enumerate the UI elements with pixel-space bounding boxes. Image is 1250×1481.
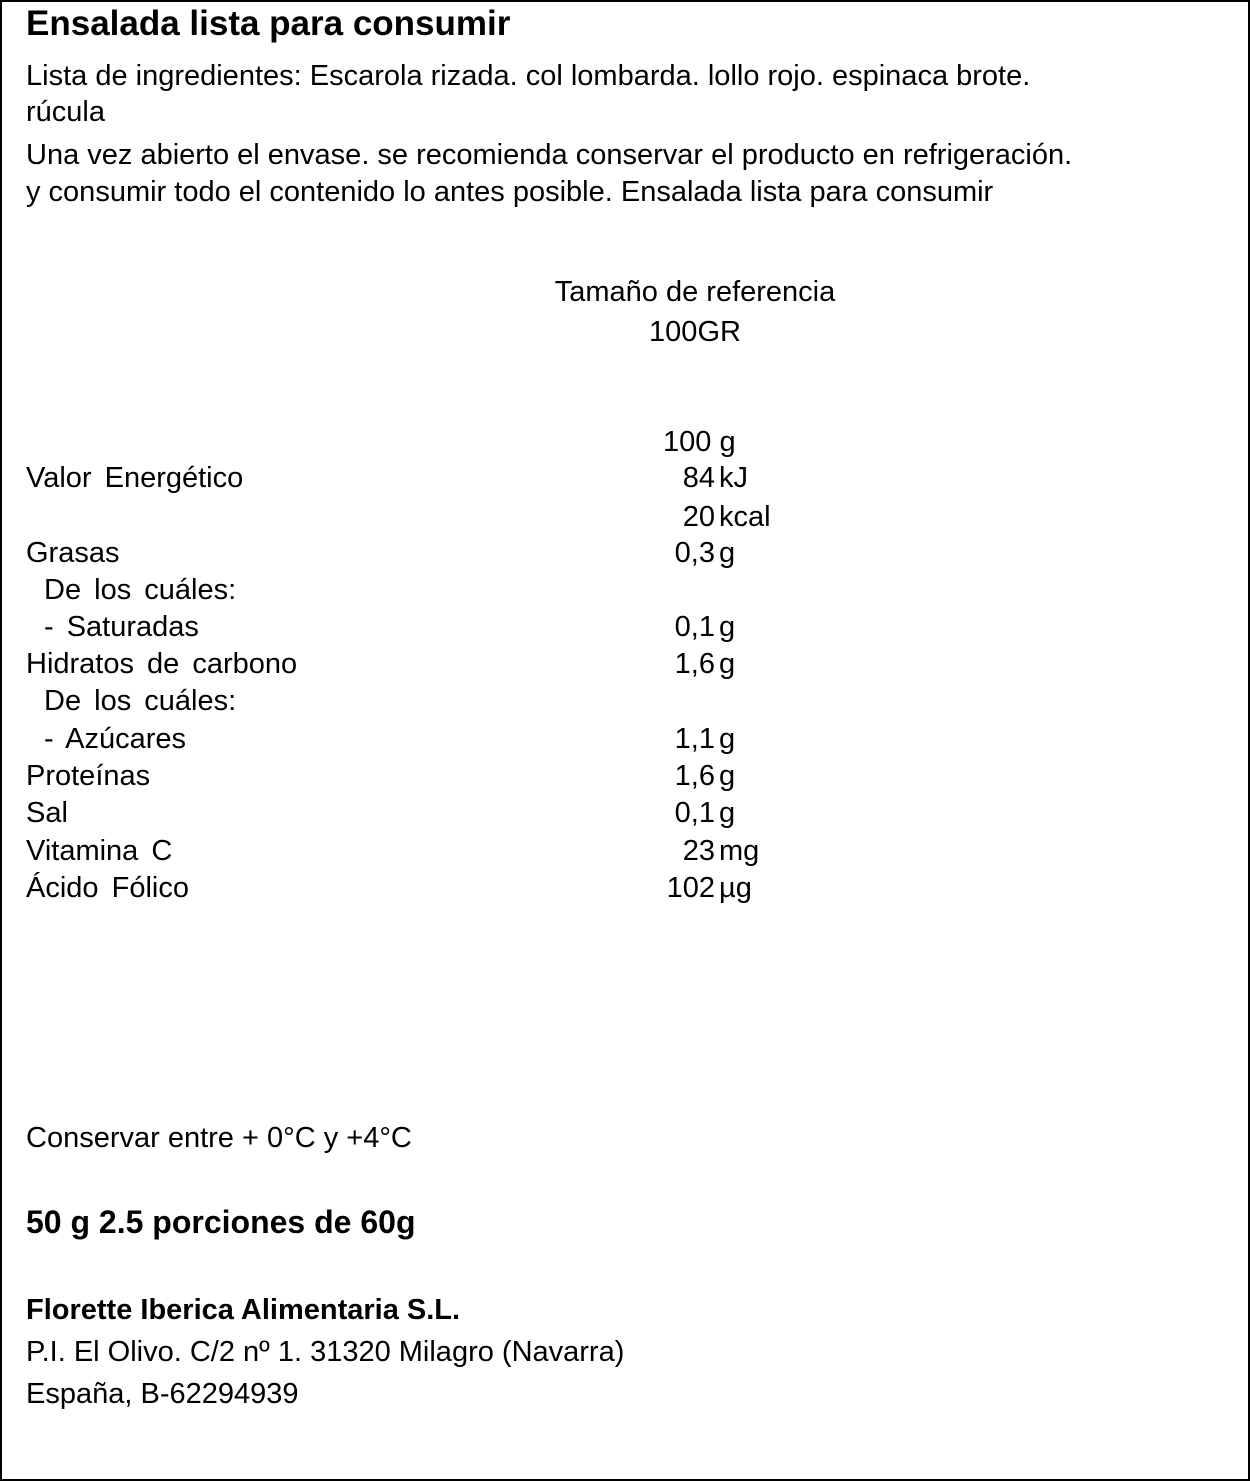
instructions-line-2: y consumir todo el contenido lo antes posible. Ensalada lista para consumir [26, 176, 994, 208]
instructions-line-1: Una vez abierto el envase. se recomienda conservar el producto en refrigeración. [26, 139, 1073, 171]
nutrient-label: - Saturadas [44, 611, 199, 643]
nutrient-value: 1,6 [674, 760, 715, 792]
company-country-id: España, B-62294939 [26, 1378, 299, 1410]
nutrition-column-header: 100 g [663, 426, 736, 458]
company-address: P.I. El Olivo. C/2 nº 1. 31320 Milagro (Navarra) [26, 1336, 625, 1368]
nutrient-label: Grasas [26, 537, 120, 569]
nutrient-label: Ácido Fólico [26, 872, 189, 904]
nutrient-unit: g [719, 797, 736, 829]
nutrient-sublabel: De los cuáles: [44, 685, 237, 717]
energy-label: Valor Energético [26, 462, 244, 494]
storage-instructions: Conservar entre + 0°C y +4°C [26, 1122, 412, 1154]
energy-kcal-unit: kcal [719, 501, 771, 533]
nutrient-label: Sal [26, 797, 68, 829]
nutrient-unit: µg [719, 872, 752, 904]
nutrient-unit: g [719, 760, 736, 792]
nutrient-value: 1,1 [674, 723, 715, 755]
nutrient-value: 0,1 [674, 611, 715, 643]
nutrient-sublabel: De los cuáles: [44, 574, 237, 606]
energy-kj-unit: kJ [719, 462, 748, 494]
nutrient-label: - Azúcares [44, 723, 186, 755]
net-weight: 50 g 2.5 porciones de 60g [26, 1204, 416, 1240]
nutrient-unit: mg [719, 835, 760, 867]
nutrient-unit: g [719, 537, 736, 569]
nutrient-label: Hidratos de carbono [26, 648, 298, 680]
ingredients-line-2: rúcula [26, 96, 105, 128]
nutrient-value: 23 [682, 835, 715, 867]
nutrient-label: Vitamina C [26, 835, 173, 867]
energy-kcal-value: 20 [682, 501, 715, 533]
ingredients-line-1: Lista de ingredientes: Escarola rizada. col lombarda. lollo rojo. espinaca brote. [26, 60, 1031, 92]
nutrient-unit: g [719, 611, 736, 643]
nutrient-label: Proteínas [26, 760, 151, 792]
reference-size-label: Tamaño de referencia [554, 276, 836, 308]
nutrient-value: 0,3 [674, 537, 715, 569]
nutrient-unit: g [719, 648, 736, 680]
company-name: Florette Iberica Alimentaria S.L. [26, 1294, 461, 1326]
nutrient-value: 1,6 [674, 648, 715, 680]
nutrient-value: 0,1 [674, 797, 715, 829]
product-title: Ensalada lista para consumir [26, 4, 511, 43]
nutrient-value: 102 [666, 872, 715, 904]
energy-kj-value: 84 [682, 462, 715, 494]
reference-size-value: 100GR [649, 316, 741, 348]
nutrient-unit: g [719, 723, 736, 755]
